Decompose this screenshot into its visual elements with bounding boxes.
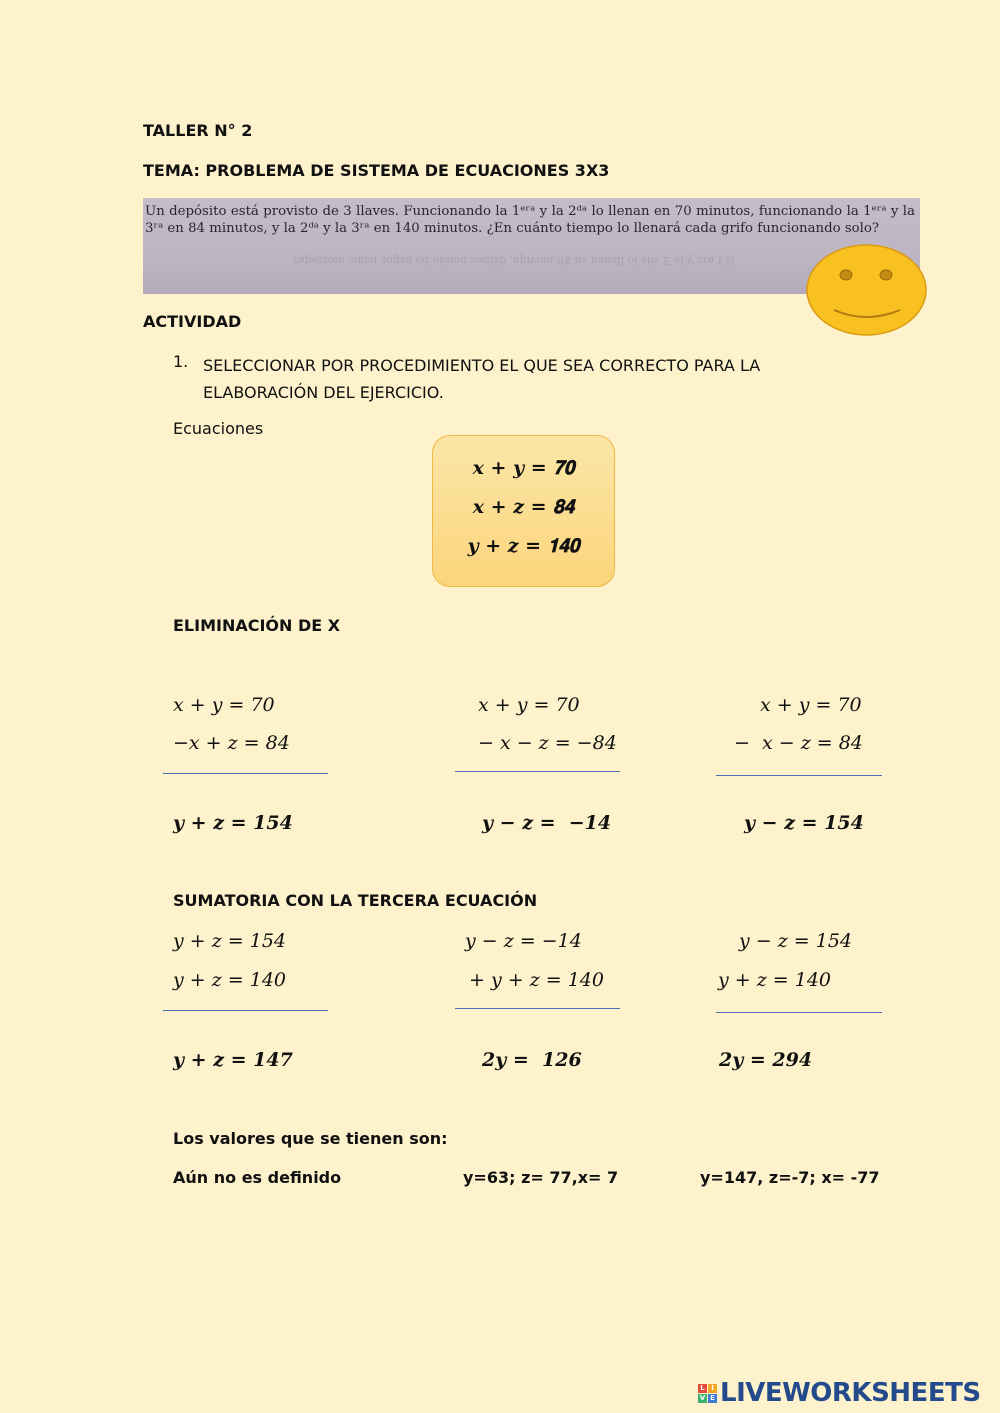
elim-col1-rule [163, 773, 328, 774]
sum-heading: SUMATORIA CON LA TERCERA ECUACIÓN [173, 891, 538, 910]
sum-col2-line2: + y + z = 140 [469, 969, 604, 991]
elim-col2-rule [455, 771, 620, 772]
sum-col2-result[interactable]: 2y = 126 [482, 1049, 582, 1071]
sum-col2-line1: y − z = −14 [465, 930, 582, 952]
elim-col1-line1: x + y = 70 [173, 694, 275, 716]
equation-1: 𝒙 + 𝒚 = 𝟕𝟎 [472, 457, 575, 479]
values-option-1[interactable]: Aún no es definido [173, 1168, 342, 1187]
sum-col1-rule [163, 1010, 328, 1011]
worksheet-topic: TEMA: PROBLEMA DE SISTEMA DE ECUACIONES 3X3 [143, 161, 610, 180]
liveworksheets-logo-text: LIVEWORKSHEETS [720, 1378, 981, 1408]
sum-col3-result[interactable]: 2y = 294 [719, 1049, 813, 1071]
problem-photo-bleedthrough: rapeizom sinisi sogsa ed ebnon sodisb ,apivom 0$ ns nansll ol sbs E sl y sra f sl [293, 254, 735, 267]
elimination-heading: ELIMINACIÓN DE X [173, 616, 341, 635]
values-heading: Los valores que se tienen son: [173, 1129, 448, 1148]
sum-col2-rule [455, 1008, 620, 1009]
liveworksheets-logo [698, 1377, 981, 1409]
elim-col3-rule [716, 775, 882, 776]
sum-col3-rule [716, 1012, 882, 1013]
elim-col3-result[interactable]: y − z = 154 [744, 812, 864, 834]
worksheet-title: TALLER N° 2 [143, 121, 253, 140]
sum-col3-line2: y + z = 140 [718, 969, 832, 991]
activity-item-number: 1. [173, 352, 189, 371]
elim-col3-line1: x + y = 70 [760, 694, 862, 716]
equation-2: 𝒙 + 𝒛 = 𝟖𝟒 [472, 496, 575, 518]
liveworksheets-logo-icon: L I V E [698, 1384, 717, 1403]
activity-instruction: SELECCIONAR POR PROCEDIMIENTO EL QUE SEA CORRECTO PARA LA ELABORACIÓN DEL EJERCICIO. [203, 356, 761, 402]
activity-heading: ACTIVIDAD [143, 312, 242, 331]
values-option-3[interactable]: y=147, z=-7; x= -77 [700, 1168, 880, 1187]
sum-col1-line2: y + z = 140 [173, 969, 287, 991]
problem-text: Un depósito está provisto de 3 llaves. Funcionando la 1ᵉʳᵃ y la 2ᵈᵃ lo llenan en 70 minutos, funcionando la 1ᵉʳᵃ y la 3ʳᵃ en 84 minutos, y la 2ᵈᵃ y la 3ʳᵃ en 140 minutos. ¿En cuánto tiempo lo llenará cada grifo funcionando solo? [145, 204, 915, 236]
problem-photo [143, 198, 920, 294]
sum-col1-result[interactable]: y + z = 147 [173, 1049, 293, 1071]
elim-col1-result[interactable]: y + z = 154 [173, 812, 293, 834]
elim-col3-line2: − x − z = 84 [734, 732, 863, 754]
sum-col3-line1: y − z = 154 [739, 930, 853, 952]
sum-col1-line1: y + z = 154 [173, 930, 287, 952]
elim-col2-line2: − x − z = −84 [478, 732, 617, 754]
equations-box [432, 435, 615, 587]
elim-col1-line2: −x + z = 84 [173, 732, 290, 754]
equation-3: 𝒚 + 𝒛 = 𝟏𝟒𝟎 [467, 535, 580, 557]
smiley-face-icon [806, 244, 927, 336]
elim-col2-result[interactable]: y − z = −14 [482, 812, 612, 834]
elim-col2-line1: x + y = 70 [478, 694, 580, 716]
values-option-2[interactable]: y=63; z= 77,x= 7 [463, 1168, 619, 1187]
equations-label: Ecuaciones [173, 419, 264, 438]
